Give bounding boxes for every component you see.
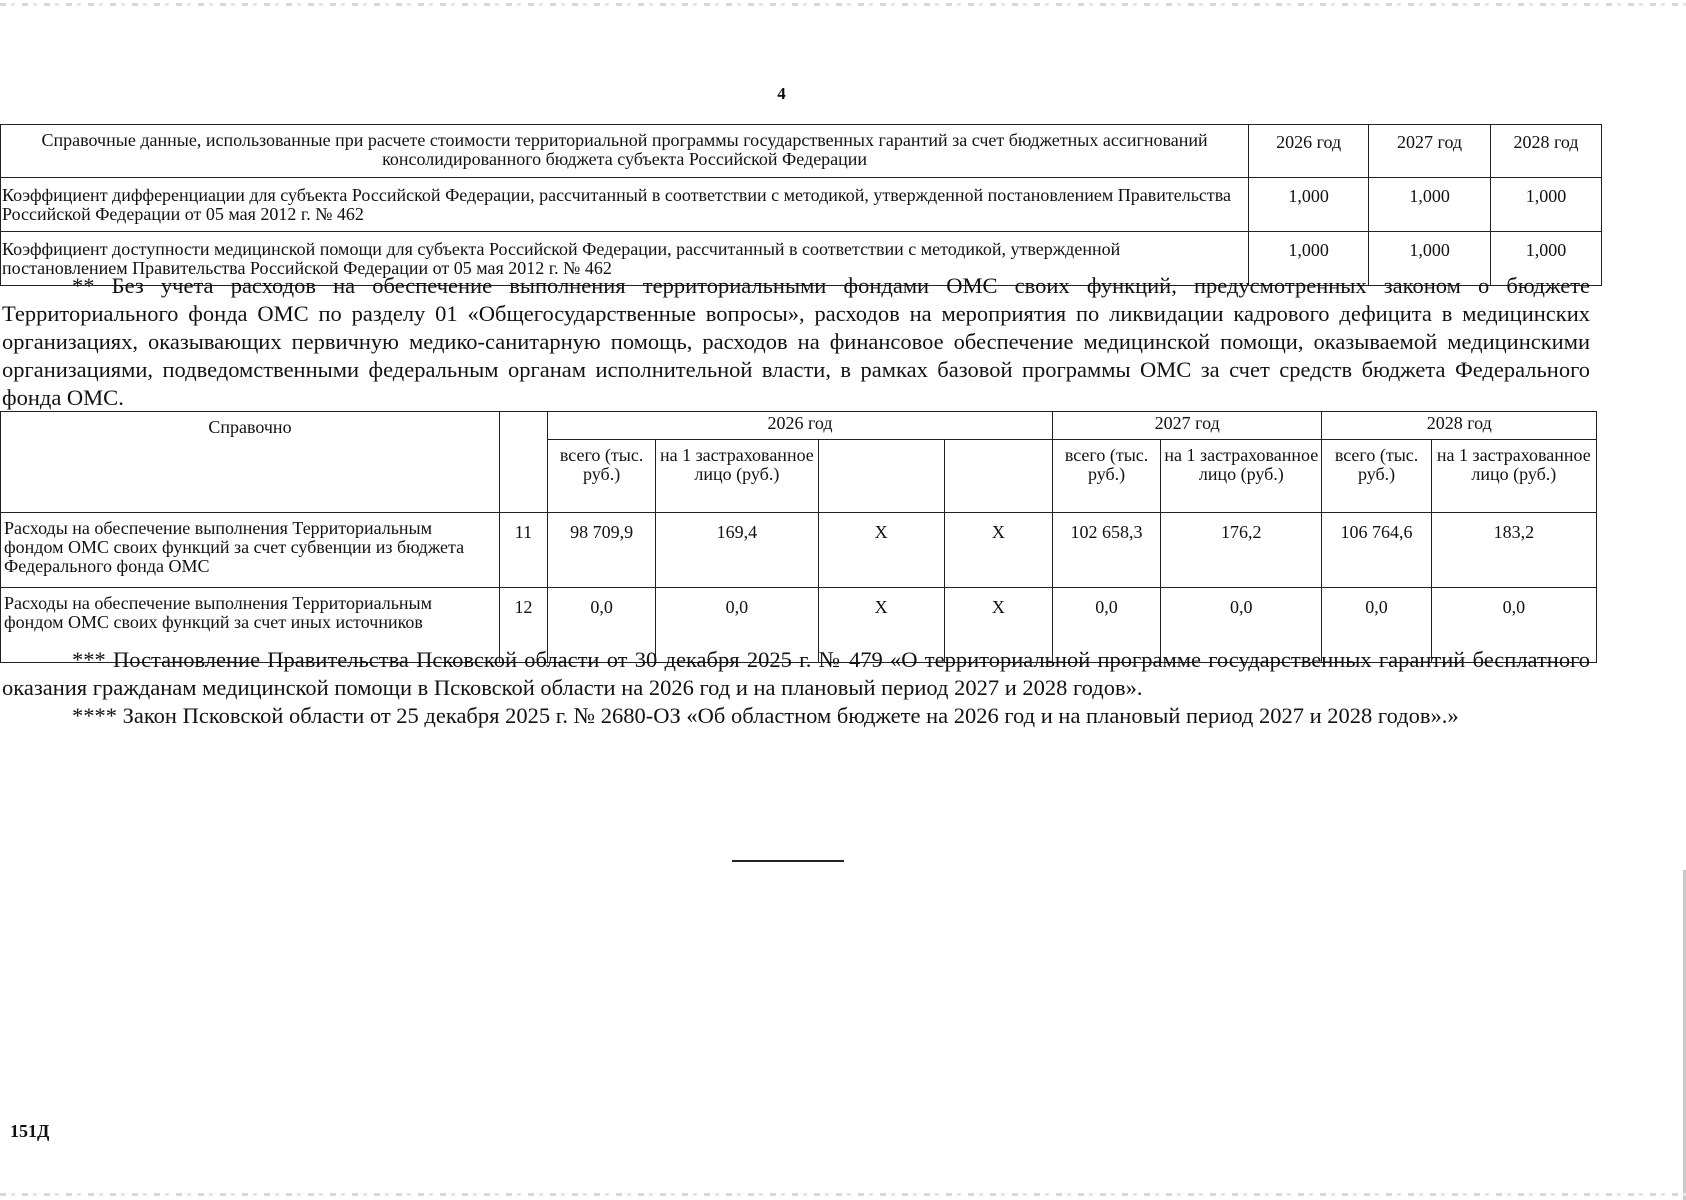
per-insured-header: на 1 застрахованное лицо (руб.) (1161, 440, 1322, 513)
footnote-text: *** Постановление Правительства Псковской области от 30 декабря 2025 г. № 479 «О территориальной программе государственных гарантий бесплатного оказания гражданам медицинской помощи в Псковской области на 2026 год и на плановый период 2027 и 2028 годов». (2, 647, 1590, 700)
coefficient-value: 1,000 (1369, 178, 1491, 232)
coefficient-label: Коэффициент дифференциации для субъекта Российской Федерации, рассчитанный в соответствии с методикой, утвержденной постановлением Правительства Российской Федерации от 05 мая 2012 г. № 462 (1, 178, 1249, 232)
scan-edge-bottom (0, 1193, 1686, 1196)
year-header-row (1, 412, 1597, 440)
year-header: 2027 год (1369, 125, 1491, 178)
footnote-triple-asterisk (2, 646, 1590, 702)
table-header-row (1, 125, 1602, 178)
empty-header (944, 440, 1052, 513)
footnote-double-asterisk (2, 272, 1590, 412)
value-cell: 98 709,9 (548, 513, 656, 588)
year-header: 2028 год (1491, 125, 1602, 178)
year-header: 2027 год (1052, 412, 1322, 440)
coefficient-value: 1,000 (1491, 232, 1602, 286)
total-header: всего (тыс. руб.) (1052, 440, 1160, 513)
value-cell: 0,0 (1431, 588, 1596, 663)
table-row (1, 178, 1602, 232)
coefficient-value: 1,000 (1369, 232, 1491, 286)
value-cell: Х (944, 513, 1052, 588)
coefficient-value: 1,000 (1249, 178, 1369, 232)
row-number-header (499, 412, 547, 513)
value-cell: 0,0 (1322, 588, 1431, 663)
value-cell: 106 764,6 (1322, 513, 1431, 588)
year-header: 2028 год (1322, 412, 1597, 440)
value-cell: Х (818, 513, 944, 588)
total-header: всего (тыс. руб.) (548, 440, 656, 513)
per-insured-header: на 1 застрахованное лицо (руб.) (1431, 440, 1596, 513)
value-cell: Х (944, 588, 1052, 663)
year-header: 2026 год (1249, 125, 1369, 178)
footnote-text: ** Без учета расходов на обеспечение выполнения территориальными фондами ОМС своих функций, предусмотренных законом о бюджете Территориального фонда ОМС по разделу 01 «Общегосударственные вопросы», расходов на мероприятия по ликвидации кадрового дефицита в медицинских организациях, оказывающих первичную медико-санитарную помощь, расходов на финансовое обеспечение медицинской помощи, оказываемой медицинскими организациями, подведомственными федеральным органам исполнительной власти, в рамках базовой программы ОМС за счет средств бюджета Федерального фонда ОМС. (2, 273, 1590, 410)
empty-header (818, 440, 944, 513)
reference-header: Справочные данные, использованные при расчете стоимости территориальной программы государственных гарантий за счет бюджетных ассигнований консолидированного бюджета субъекта Российской Федерации (1, 125, 1249, 178)
coefficient-label: Коэффициент доступности медицинской помощи для субъекта Российской Федерации, рассчитанный в соответствии с методикой, утвержденной постановлением Правительства Российской Федерации от 05 мая 2012 г. № 462 (1, 232, 1249, 286)
per-insured-header: на 1 застрахованное лицо (руб.) (656, 440, 818, 513)
table-row (1, 513, 1597, 588)
reference-data-table (0, 124, 1602, 286)
label-header: Справочно (1, 412, 500, 513)
value-cell: 0,0 (1052, 588, 1160, 663)
coefficient-value: 1,000 (1491, 178, 1602, 232)
expenses-reference-table (0, 411, 1597, 663)
total-header: всего (тыс. руб.) (1322, 440, 1431, 513)
value-cell: 102 658,3 (1052, 513, 1160, 588)
scan-edge-top (0, 3, 1686, 6)
value-cell: Х (818, 588, 944, 663)
document-code: 151Д (10, 1121, 50, 1141)
value-cell: 0,0 (548, 588, 656, 663)
value-cell: 176,2 (1161, 513, 1322, 588)
page-number: 4 (777, 84, 786, 103)
row-number: 11 (499, 513, 547, 588)
expense-label: Расходы на обеспечение выполнения Территориальным фондом ОМС своих функций за счет субвенции из бюджета Федерального фонда ОМС (1, 513, 500, 588)
value-cell: 0,0 (1161, 588, 1322, 663)
footnote-quadruple-asterisk (2, 702, 1590, 730)
end-of-text-rule (732, 860, 844, 862)
footnote-text: **** Закон Псковской области от 25 декабря 2025 г. № 2680-ОЗ «Об областном бюджете на 2026 год и на плановый период 2027 и 2028 годов».» (72, 703, 1459, 728)
coefficient-value: 1,000 (1249, 232, 1369, 286)
value-cell: 0,0 (656, 588, 818, 663)
row-number: 12 (499, 588, 547, 663)
value-cell: 169,4 (656, 513, 818, 588)
year-header: 2026 год (548, 412, 1053, 440)
expense-label: Расходы на обеспечение выполнения Территориальным фондом ОМС своих функций за счет иных источников (1, 588, 500, 663)
value-cell: 183,2 (1431, 513, 1596, 588)
